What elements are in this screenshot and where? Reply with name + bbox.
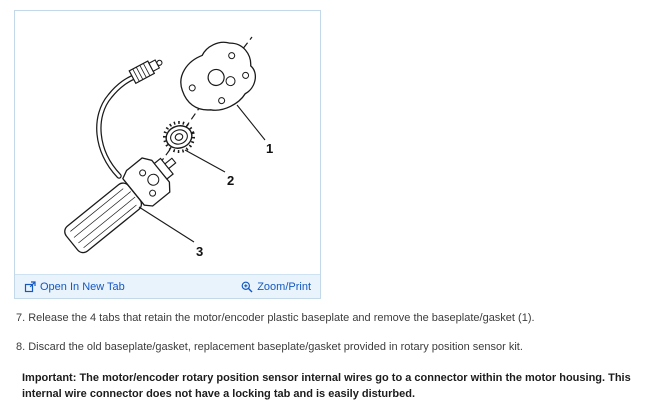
instructions [0,312,650,402]
panel-footer [15,274,320,298]
motor-body [58,143,187,260]
leader-line-1 [237,105,265,140]
motor-encoder-diagram [15,11,320,274]
cable-connector [129,55,165,83]
important-text: The motor/encoder rotary position sensor internal wires go to a connector within the motor housing. This internal wire connector does not have a locking tab and is easily disturbed. [22,372,631,400]
step-7: 7. Release the 4 tabs that retain the motor/encoder plastic baseplate and remove the baseplate/gasket (1). [16,312,535,324]
diagram-illustration [15,11,320,274]
step-8: 8. Discard the old baseplate/gasket, replacement baseplate/gasket provided in rotary position sensor kit. [16,341,523,353]
zoom-print-link[interactable] [241,281,311,293]
motor-cable [99,74,141,176]
important-label: Important: [22,372,77,384]
seal-grommet [161,119,198,156]
part-label-3: 3 [196,244,204,259]
zoom-print-label: Zoom/Print [257,280,311,293]
part-label-1: 1 [266,141,274,156]
zoom-icon [241,281,253,293]
leader-line-3 [139,207,194,242]
open-in-new-tab-label: Open In New Tab [40,280,125,293]
baseplate-gasket [170,32,266,123]
open-in-new-tab-link[interactable] [24,281,125,293]
diagram-panel [14,10,321,299]
open-in-new-tab-icon [24,281,36,293]
part-label-2: 2 [227,173,235,188]
important-note [16,370,634,402]
leader-line-2 [185,150,225,172]
